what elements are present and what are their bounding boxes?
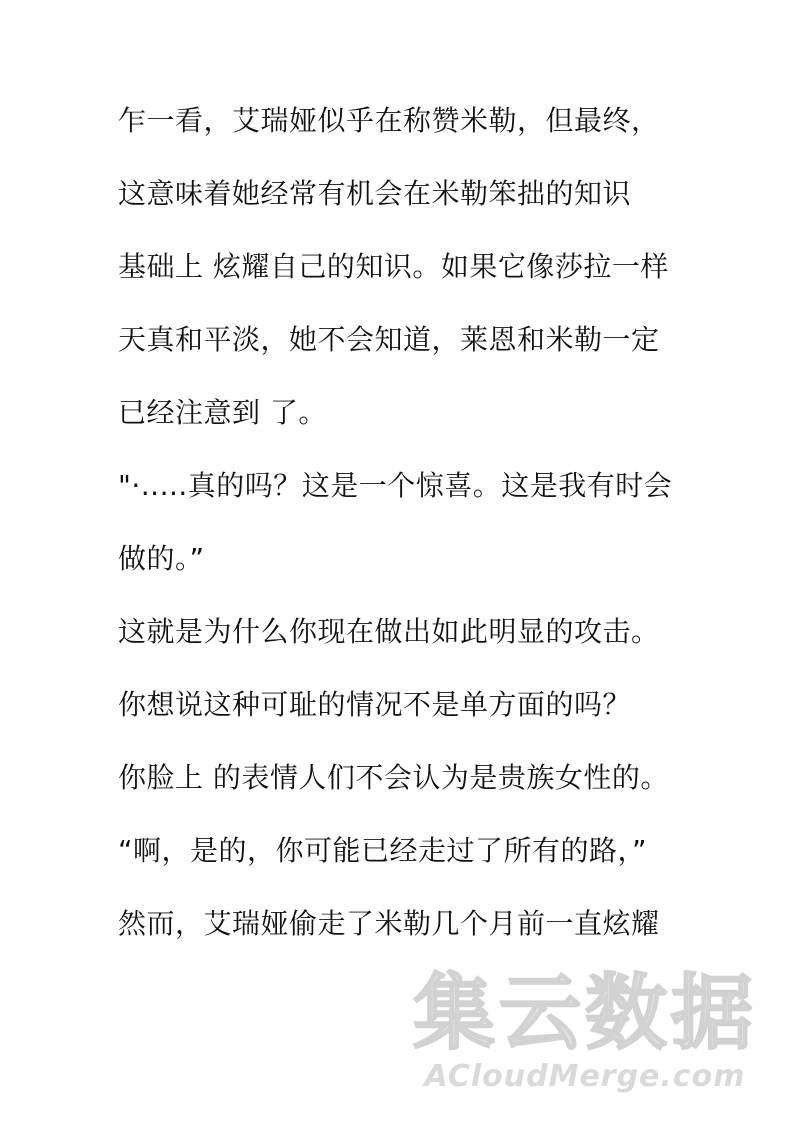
watermark-logo-text: 集云数据 (412, 966, 757, 1061)
text-line: 你脸上 的表情人们不会认为是贵族女性的。 (118, 761, 669, 794)
text-line: "·.....真的吗？这是一个惊喜。这是我有时会 (118, 469, 673, 502)
body-text (118, 98, 688, 974)
text-line: “啊，是的，你可能已经走过了所有的路，” (118, 834, 648, 867)
text-line: 天真和平淡，她不会知道，莱恩和米勒一定 (118, 323, 660, 356)
text-line: 已经注意到 了。 (118, 396, 327, 429)
text-line: 乍一看，艾瑞娅似乎在称赞米勒，但最终， (118, 104, 660, 137)
text-line: 基础上 炫耀自己的知识。如果它像莎拉一样 (118, 250, 669, 283)
text-line: 你想说这种可耻的情况不是单方面的吗？ (118, 688, 632, 721)
text-line: 这意味着她经常有机会在米勒笨拙的知识 (118, 177, 632, 210)
text-line: 然而，艾瑞娅偷走了米勒几个月前一直炫耀 (118, 907, 660, 940)
watermark-url: ACloudMerge.com (424, 1059, 746, 1094)
watermark (395, 966, 775, 1104)
text-line: 做的。” (118, 542, 205, 575)
text-line: 这就是为什么你现在做出如此明显的攻击。 (118, 615, 660, 648)
